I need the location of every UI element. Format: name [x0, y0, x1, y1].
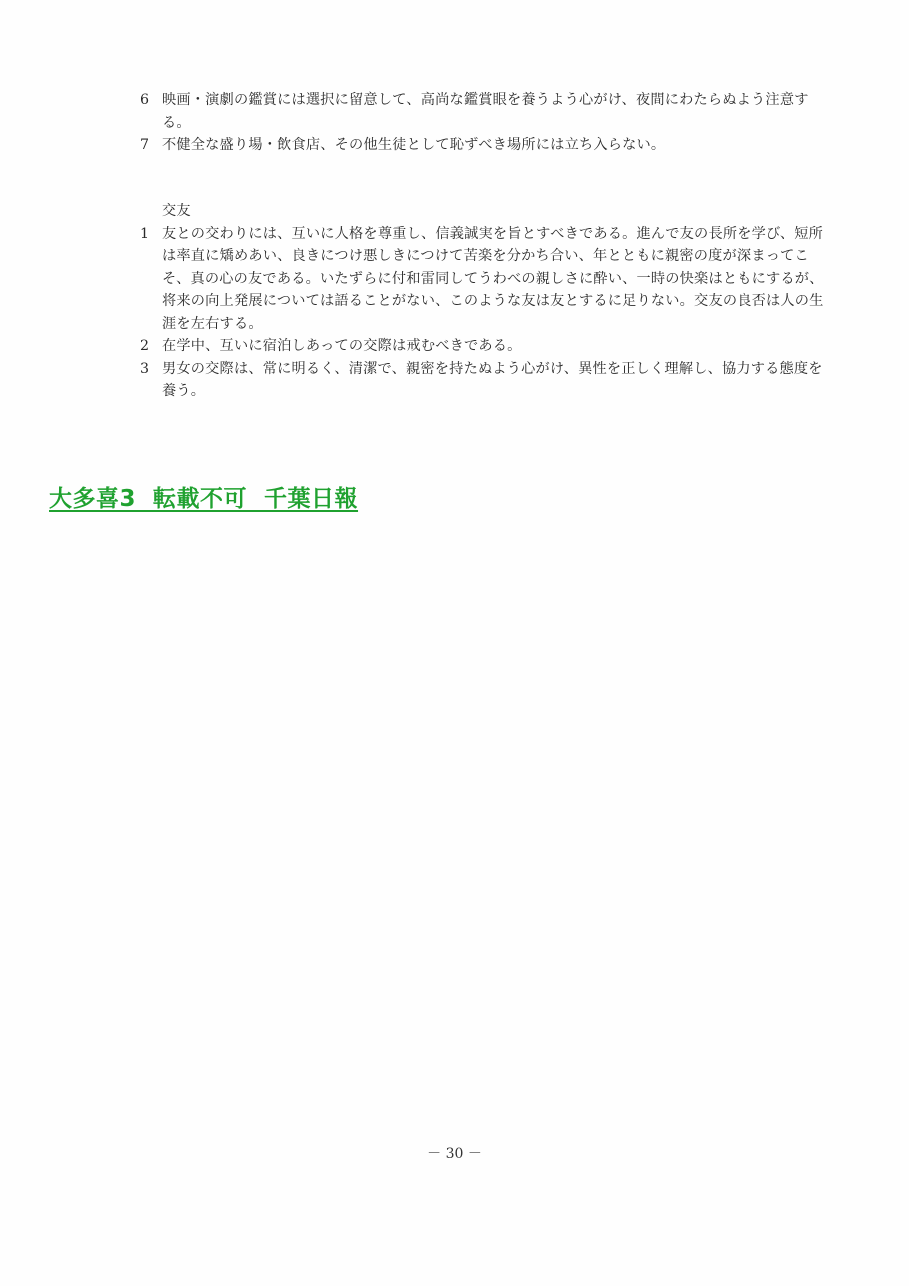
rule-item-6 — [138, 89, 828, 134]
friendship-item-3 — [138, 358, 828, 403]
rule-text: 映画・演劇の鑑賞には選択に留意して、高尚な鑑賞眼を養うよう心がけ、夜間にわたらぬよう注意する。 — [162, 92, 809, 131]
page-number: － 30 － — [427, 1146, 482, 1162]
friendship-item-2 — [138, 335, 828, 358]
friendship-item-1 — [138, 223, 828, 336]
rule-text: 不健全な盛り場・飲食店、その他生徒として恥ずべき場所には立ち入らない。 — [162, 137, 666, 153]
friendship-section — [138, 200, 828, 403]
section-heading: 交友 — [162, 203, 191, 219]
rule-item-7 — [138, 134, 828, 157]
item-number: 3 — [140, 360, 150, 377]
copyright-watermark: 大多喜3 転載不可 千葉日報 — [49, 486, 359, 512]
item-text: 在学中、互いに宿泊しあっての交際は戒むべきである。 — [162, 338, 522, 354]
item-text: 男女の交際は、常に明るく、清潔で、親密を持たぬよう心がけ、異性を正しく理解し、協力する態度を養う。 — [162, 360, 823, 399]
item-number: 1 — [140, 225, 150, 242]
item-text: 友との交わりには、互いに人格を尊重し、信義誠実を旨とすべきである。進んで友の長所を学び、短所は率直に矯めあい、良きにつけ悪しきにつけて苦楽を分かち合い、年とともに親密の度が深まってこそ、真の心の友である。いたずらに付和雷同してうわべの親しさに酔い、一時の快楽はともにするが、将来の向上発展については語ることがない、このような友は友とするに足りない。交友の良否は人の生涯を左右する。 — [162, 225, 824, 332]
rule-number: 6 — [140, 92, 150, 108]
item-number: 2 — [140, 338, 150, 354]
rule-number: 7 — [140, 137, 150, 153]
rules-continued-section — [138, 89, 828, 157]
